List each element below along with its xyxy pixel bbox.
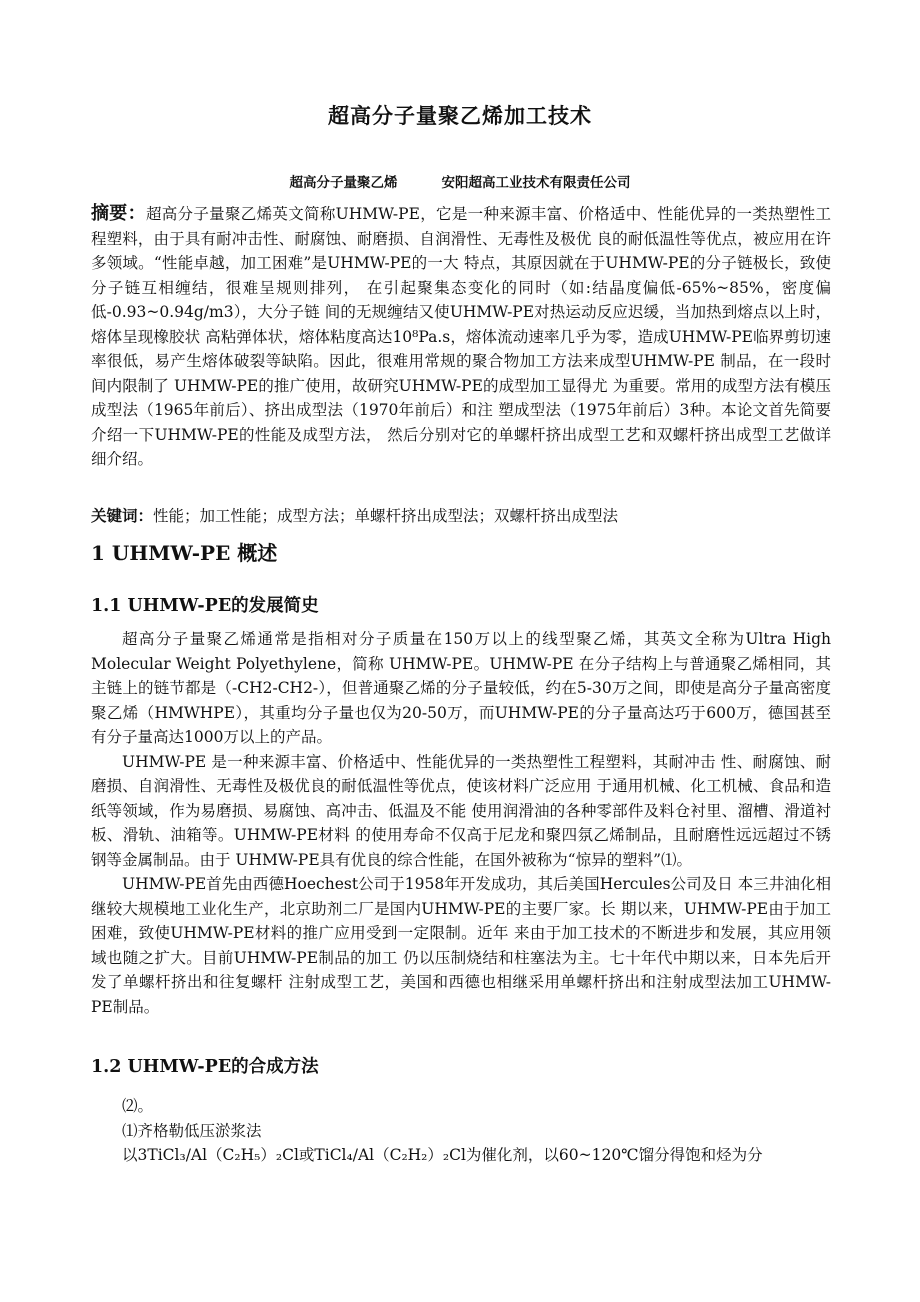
section-1-2-heading: 1.2 UHMW-PE的合成方法 bbox=[91, 1057, 319, 1077]
byline bbox=[0, 171, 920, 191]
keywords-label: 关键词： bbox=[91, 507, 154, 525]
paragraph: ⑴齐格勒低压淤浆法 bbox=[122, 1121, 262, 1140]
section-1-heading: 1 UHMW-PE 概述 bbox=[91, 541, 278, 565]
abstract-text: 超高分子量聚乙烯英文简称UHMW-PE，它是一种来源丰富、价格适中、性能优异的一类热塑性工程塑料，由于具有耐冲击性、耐腐蚀、耐磨损、自润滑性、无毒性及极优 良的耐低温性等优点，被应用在许多领域。“性能卓越，加工困难”是UHMW-PE的一大 特点，其原因就在于UHMW-PE的分子链极长，致使分子链互相缠结，很难呈规则排列， 在引起聚集态变化的同时（如:结晶度偏低-65%~85%，密度偏低-0.93~0.94g/m3），大分子链 间的无规缠结又使UHMW-PE对热运动反应迟缓，当加热到熔点以上时，熔体呈现橡胶状 高粘弹体状，熔体粘度高达10⁸Pa.s，熔体流动速率几乎为零，造成UHMW-PE临界剪切速 率很低，易产生熔体破裂等缺陷。因此，很难用常规的聚合物加工方法来成型UHMW-PE 制品，在一段时间内限制了 UHMW-PE的推广使用，故研究UHMW-PE的成型加工显得尤 为重要。常用的成型方法有模压成型法（1965年前后）、挤出成型法（1970年前后）和注 塑成型法（1975年前后）3种。本论文首先简要介绍一下UHMW-PE的性能及成型方法， 然后分别对它的单螺杆挤出成型工艺和双螺杆挤出成型工艺做详细介绍。 bbox=[91, 205, 831, 468]
paragraph: UHMW-PE 是一种来源丰富、价格适中、性能优异的一类热塑性工程塑料，其耐冲击 性、耐腐蚀、耐磨损、自润滑性、无毒性及极优良的耐低温性等优点，使该材料广泛应用 于通用机械、化工机械、食品和造纸等领域，作为易磨损、易腐蚀、高冲击、低温及不能 使用润滑油的各种零部件及料仓衬里、溜槽、滑道衬板、滑轨、油箱等。UHMW-PE材料 的使用寿命不仅高于尼龙和聚四氛乙烯制品，且耐磨性远远超过不锈钢等金属制品。由于 UHMW-PE具有优良的综合性能，在国外被称为“惊异的塑料”⑴。 bbox=[91, 752, 831, 869]
keywords-text: 性能；加工性能；成型方法；单螺杆挤出成型法；双螺杆挤出成型法 bbox=[153, 507, 619, 525]
keywords bbox=[91, 504, 831, 529]
paragraph: 以3TiCl₃/Al（C₂H₅）₂Cl或TiCl₄/Al（C₂H₂）₂Cl为催化剂，以60~120℃馏分得饱和烃为分 bbox=[122, 1146, 763, 1164]
paragraph: 超高分子量聚乙烯通常是指相对分子质量在150万以上的线型聚乙烯，其英文全称为Ultra High Molecular Weight Polyethylene，简称 UHMW-PE。UHMW-PE 在分子结构上与普通聚乙烯相同，其主链上的链节都是（-CH2-CH2-），但普通聚乙烯的分子量较低，约在5-30万之间，即使是高分子量高密度聚乙烯（HMWHPE），其重均分子量也仅为20-50万，而UHMW-PE的分子量高达巧于600万，德国甚至有分子量高达1000万以上的产品。 bbox=[91, 630, 831, 746]
abstract-label: 摘要： bbox=[91, 203, 146, 224]
abstract bbox=[91, 202, 831, 472]
section-1-1-heading: 1.1 UHMW-PE的发展简史 bbox=[91, 596, 319, 616]
section-1-2-body bbox=[91, 1094, 831, 1168]
section-1-1-body bbox=[91, 627, 831, 1019]
byline-topic: 超高分子量聚乙烯 bbox=[289, 175, 398, 191]
paragraph: UHMW-PE首先由西德Hoechest公司于1958年开发成功，其后美国Hercules公司及日 本三井油化相继较大规模地工业化生产，北京助剂二厂是国内UHMW-PE的主要厂家。长 期以来，UHMW-PE由于加工困难，致使UHMW-PE材料的推广应用受到一定限制。近年 来由于加工技术的不断进步和发展，其应用领域也随之扩大。目前UHMW-PE制品的加工 仍以压制烧结和柱塞法为主。七十年代中期以来，日本先后开发了单螺杆挤出和往复螺杆 注射成型工艺，美国和西德也相继采用单螺杆挤出和注射成型法加工UHMW-PE制品。 bbox=[91, 875, 831, 1016]
byline-organization: 安阳超高工业技术有限责任公司 bbox=[441, 175, 631, 191]
paragraph: ⑵。 bbox=[122, 1097, 154, 1115]
document-title: 超高分子量聚乙烯加工技术 bbox=[328, 104, 592, 128]
